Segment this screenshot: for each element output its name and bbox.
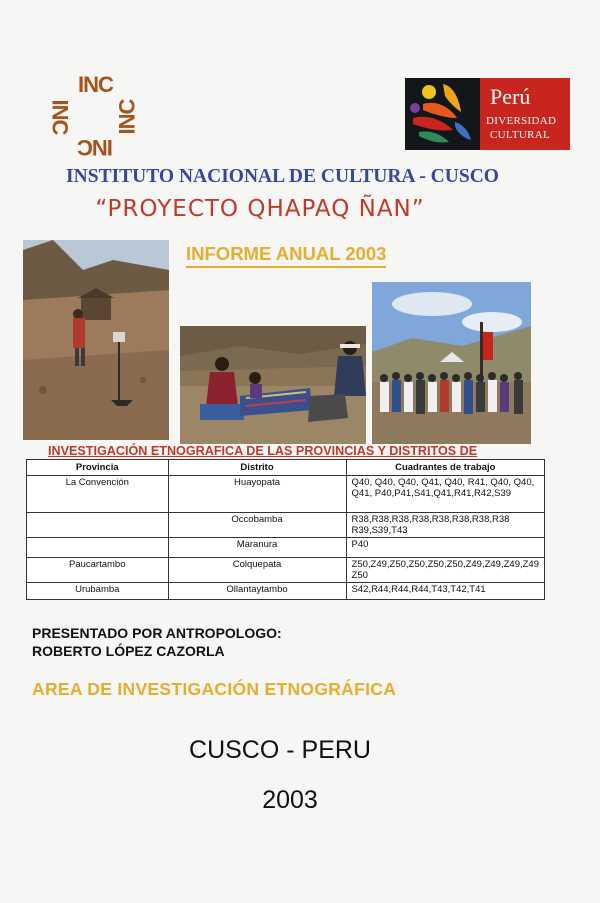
table-row xyxy=(27,558,545,583)
cell-provincia xyxy=(27,513,169,538)
project-title: “PROYECTO QHAPAQ ÑAN” xyxy=(95,196,425,222)
report-year: 2003 xyxy=(262,786,318,814)
cell-distrito: Ollantaytambo xyxy=(168,583,346,600)
cell-provincia: Urubamba xyxy=(27,583,169,600)
peru-hand-mark-icon xyxy=(405,78,480,150)
table-row xyxy=(27,538,545,558)
cell-cuadrantes: S42,R44,R44,R44,T43,T42,T41 xyxy=(346,583,544,600)
table-title: INVESTIGACIÓN ETNOGRAFICA DE LAS PROVINCIAS Y DISTRITOS DE xyxy=(48,444,478,458)
inc-logo-text-top: INC xyxy=(78,72,113,97)
peru-diversidad-cultural-logo xyxy=(405,78,570,150)
table-header-row xyxy=(27,460,545,476)
peru-word: Perú xyxy=(490,84,531,109)
photo-weavers xyxy=(180,326,366,444)
cell-cuadrantes: Z50,Z49,Z50,Z50,Z50,Z50,Z49,Z49,Z49,Z49 Z50 xyxy=(346,558,544,583)
peru-text-box xyxy=(480,78,570,150)
cell-distrito: Colquepata xyxy=(168,558,346,583)
cell-cuadrantes: R38,R38,R38,R38,R38,R38,R38,R38 R39,S39,T43 xyxy=(346,513,544,538)
cell-cuadrantes: Q40, Q40, Q40, Q41, Q40, R41, Q40, Q40, Q41, P40,P41,S41,Q41,R41,R42,S39 xyxy=(346,476,544,513)
inc-logo-text-right: INC xyxy=(114,99,140,135)
landscape-photo-excavation xyxy=(23,240,169,440)
inc-logo xyxy=(47,72,142,160)
inc-logo-text-left: INC xyxy=(47,99,73,135)
inc-logo-text-bottom: INC xyxy=(78,135,113,160)
table-row xyxy=(27,476,545,513)
cell-provincia xyxy=(27,538,169,558)
header-provincia: Provincia xyxy=(27,460,169,476)
cell-distrito: Maranura xyxy=(168,538,346,558)
table-row xyxy=(27,583,545,600)
header-cuadrantes: Cuadrantes de trabajo xyxy=(346,460,544,476)
cell-distrito: Huayopata xyxy=(168,476,346,513)
peru-subtitle-line1: DIVERSIDAD xyxy=(486,115,557,127)
city-country: CUSCO - PERU xyxy=(189,736,371,764)
author-name: ROBERTO LÓPEZ CAZORLA xyxy=(32,643,225,659)
presented-by-label: PRESENTADO POR ANTROPOLOGO: xyxy=(32,625,282,641)
cell-distrito: Occobamba xyxy=(168,513,346,538)
cell-provincia: Paucartambo xyxy=(27,558,169,583)
cell-cuadrantes: P40 xyxy=(346,538,544,558)
table-row xyxy=(27,513,545,538)
photo-crowd-gathering xyxy=(372,282,531,444)
peru-subtitle-line2: CULTURAL xyxy=(490,129,551,141)
header-distrito: Distrito xyxy=(168,460,346,476)
cell-provincia: La Convención xyxy=(27,476,169,513)
report-title: INFORME ANUAL 2003 xyxy=(186,243,386,268)
work-quadrants-table xyxy=(26,459,545,600)
institute-title: INSTITUTO NACIONAL DE CULTURA - CUSCO xyxy=(66,166,499,187)
research-area: AREA DE INVESTIGACIÓN ETNOGRÁFICA xyxy=(32,679,397,699)
